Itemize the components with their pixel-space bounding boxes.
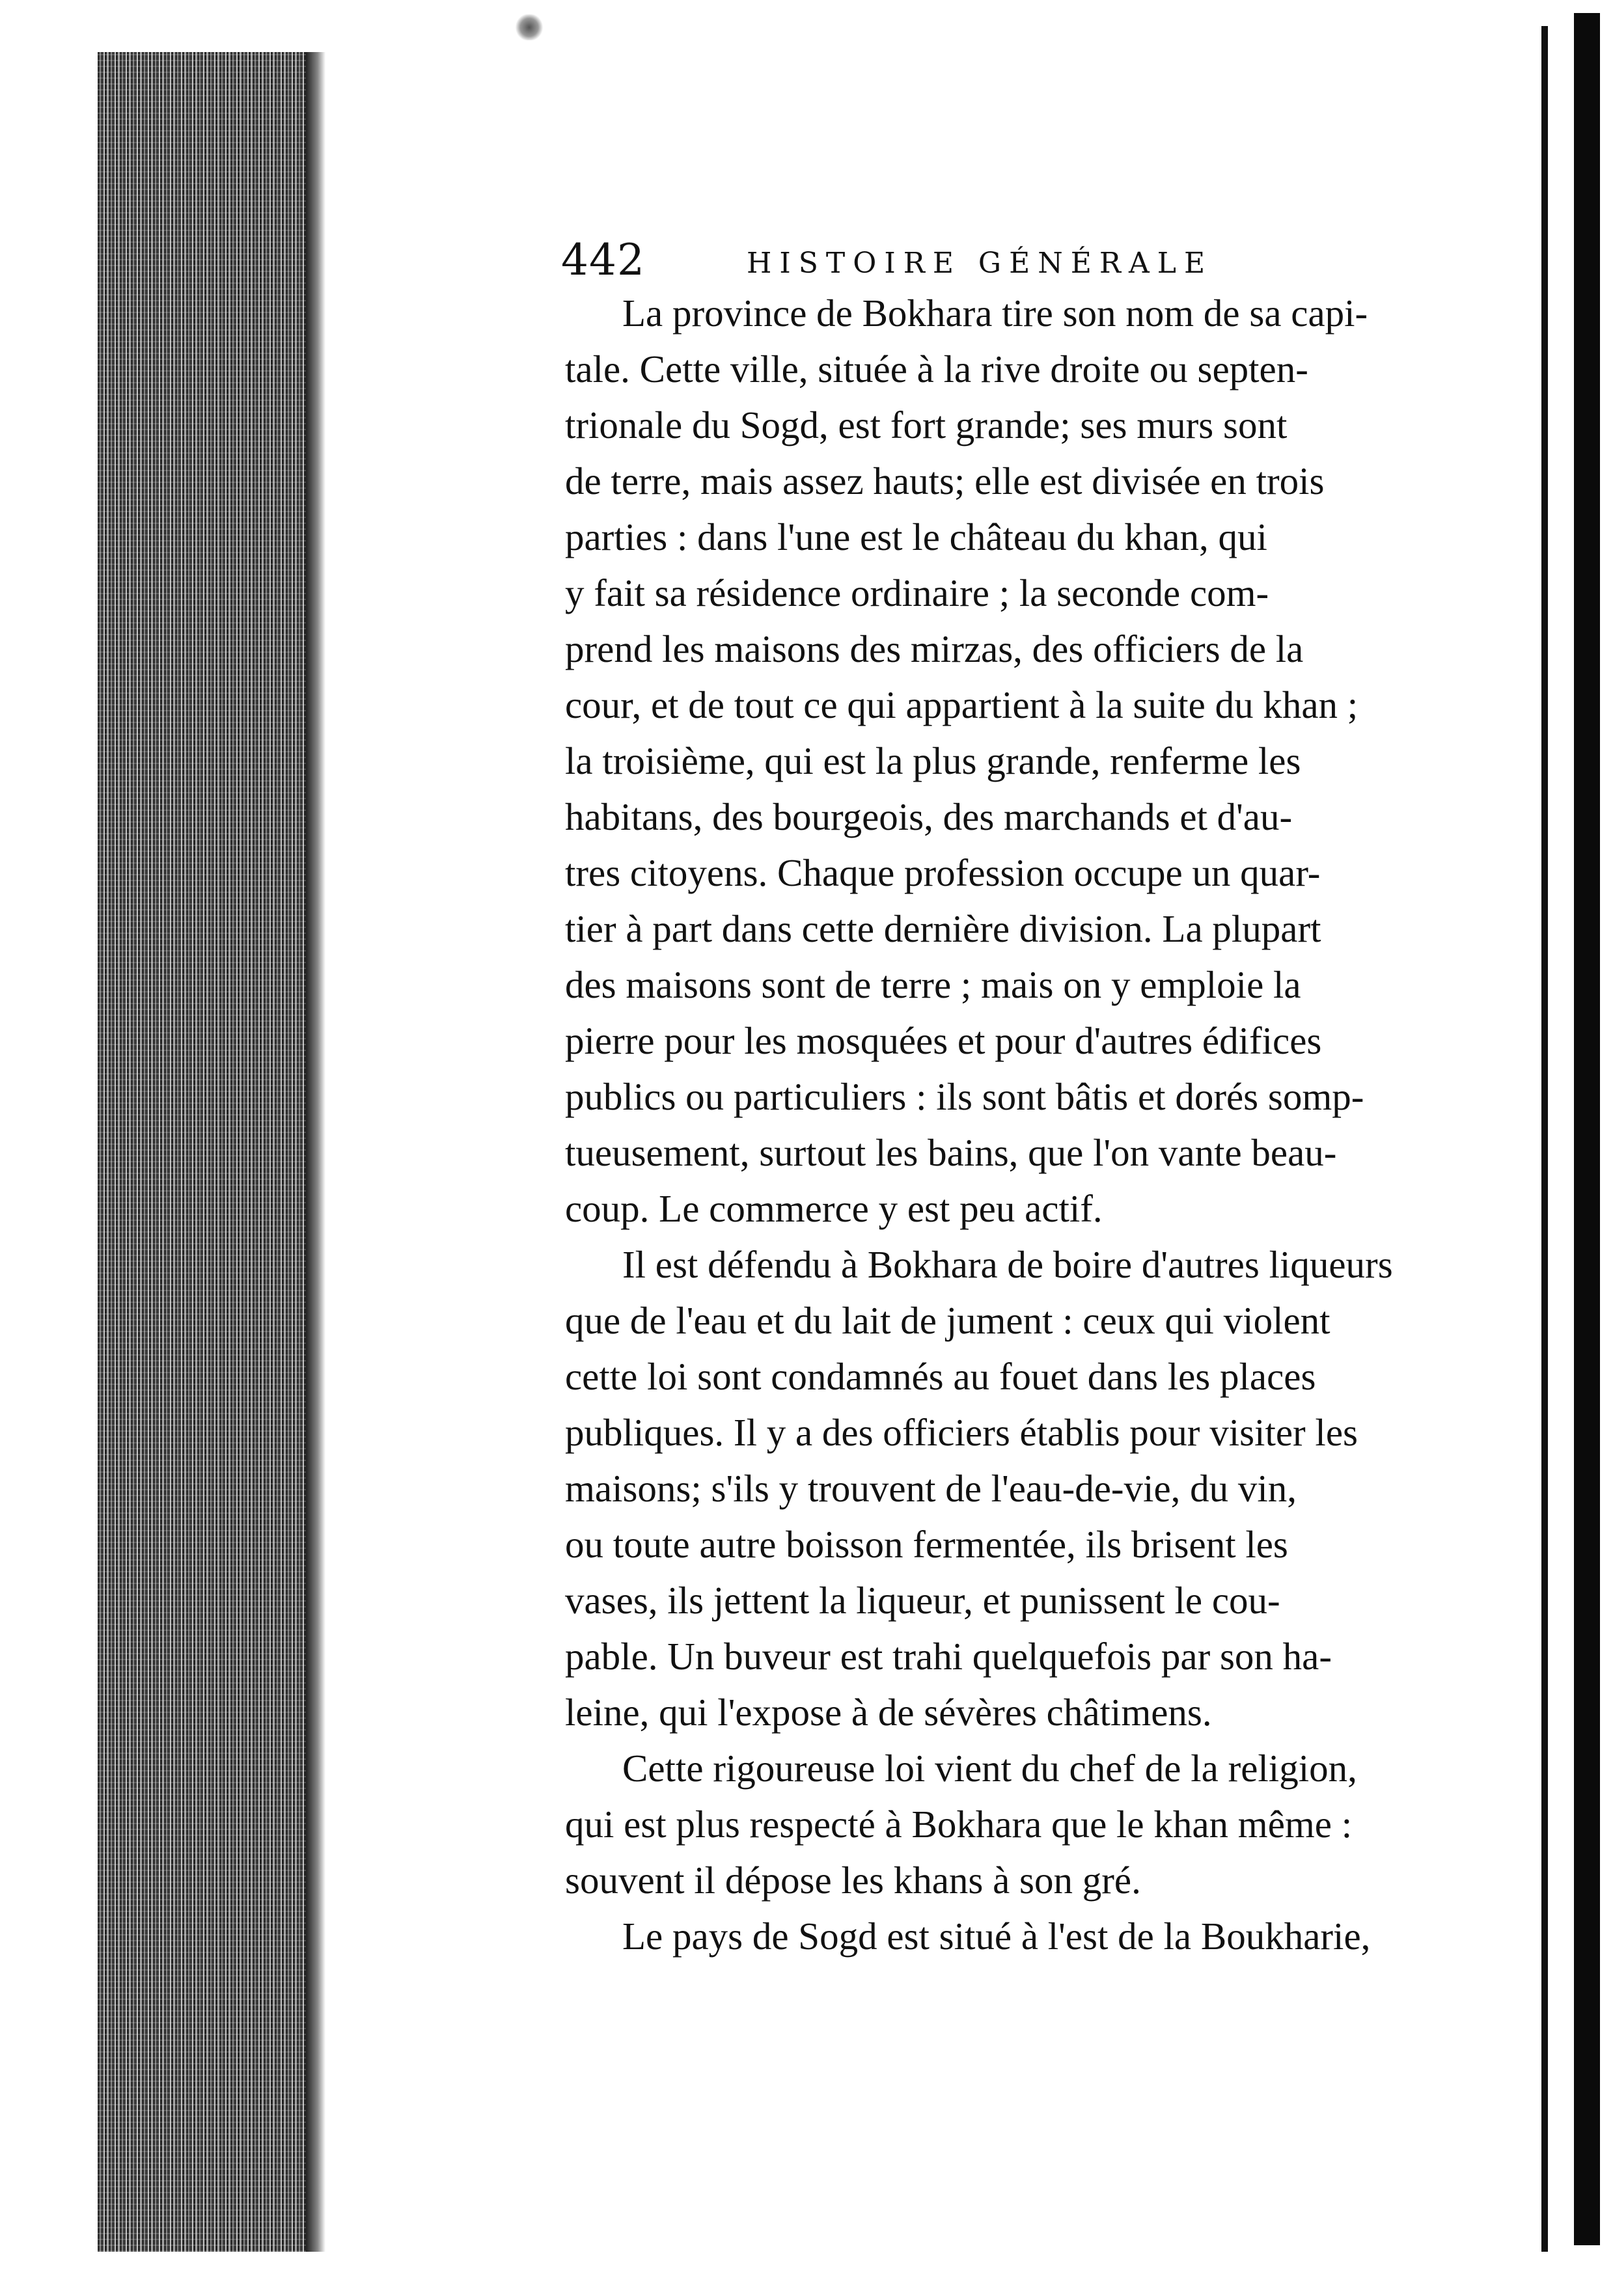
text-line: maisons; s'ils y trouvent de l'eau-de-vie, du vin,	[565, 1467, 1297, 1510]
text-line: pable. Un buveur est trahi quelquefois par son ha-	[565, 1635, 1332, 1678]
body-text	[565, 285, 1476, 1964]
text-line: y fait sa résidence ordinaire ; la seconde com-	[565, 571, 1269, 614]
text-line: parties : dans l'une est le château du khan, qui	[565, 515, 1267, 558]
text-line: pierre pour les mosquées et pour d'autres édifices	[565, 1019, 1322, 1062]
text-line: vases, ils jettent la liqueur, et punissent le cou-	[565, 1579, 1280, 1622]
facing-page-edge	[1541, 26, 1548, 2252]
text-line: Cette rigoureuse loi vient du chef de la religion,	[622, 1747, 1357, 1790]
running-title: HISTOIRE GÉNÉRALE	[747, 247, 1213, 280]
book-page-edges	[98, 39, 322, 2252]
text-line: tier à part dans cette dernière division. La plupart	[565, 907, 1321, 950]
scan-left-margin	[0, 0, 98, 2296]
text-line: de terre, mais assez hauts; elle est divisée en trois	[565, 459, 1325, 502]
text-line: souvent il dépose les khans à son gré.	[565, 1859, 1141, 1902]
text-line: ou toute autre boisson fermentée, ils brisent les	[565, 1523, 1288, 1566]
text-line: leine, qui l'expose à de sévères châtimens.	[565, 1691, 1212, 1734]
text-line: cette loi sont condamnés au fouet dans les places	[565, 1355, 1316, 1398]
scan-top-margin	[98, 0, 358, 52]
text-line: tres citoyens. Chaque profession occupe un quar-	[565, 851, 1321, 894]
text-line: qui est plus respecté à Bokhara que le khan même :	[565, 1803, 1353, 1846]
text-line: tueusement, surtout les bains, que l'on vante beau-	[565, 1131, 1337, 1174]
page-number: 442	[561, 235, 645, 285]
text-line: Il est défendu à Bokhara de boire d'autres liqueurs	[622, 1243, 1393, 1286]
text-line: que de l'eau et du lait de jument : ceux qui violent	[565, 1299, 1330, 1342]
text-line: publiques. Il y a des officiers établis pour visiter les	[565, 1411, 1358, 1454]
text-line: Le pays de Sogd est situé à l'est de la Boukharie,	[622, 1915, 1371, 1958]
text-line: La province de Bokhara tire son nom de sa capi-	[622, 292, 1368, 335]
page-edge-shadow	[306, 39, 325, 2252]
scan-speck	[514, 14, 544, 40]
text-line: des maisons sont de terre ; mais on y emploie la	[565, 963, 1301, 1006]
text-line: habitans, des bourgeois, des marchands et d'au-	[565, 795, 1293, 838]
text-line: coup. Le commerce y est peu actif.	[565, 1187, 1103, 1230]
running-head	[561, 234, 1277, 286]
text-line: publics ou particuliers : ils sont bâtis et dorés somp-	[565, 1075, 1364, 1118]
text-line: tale. Cette ville, située à la rive droite ou septen-	[565, 348, 1308, 390]
text-line: cour, et de tout ce qui appartient à la suite du khan ;	[565, 683, 1358, 726]
gutter-gap	[1548, 26, 1574, 2252]
text-line: prend les maisons des mirzas, des officiers de la	[565, 627, 1304, 670]
scan-right-border	[1574, 13, 1600, 2245]
text-line: la troisième, qui est la plus grande, renferme les	[565, 739, 1301, 782]
text-line: trionale du Sogd, est fort grande; ses murs sont	[565, 403, 1288, 446]
